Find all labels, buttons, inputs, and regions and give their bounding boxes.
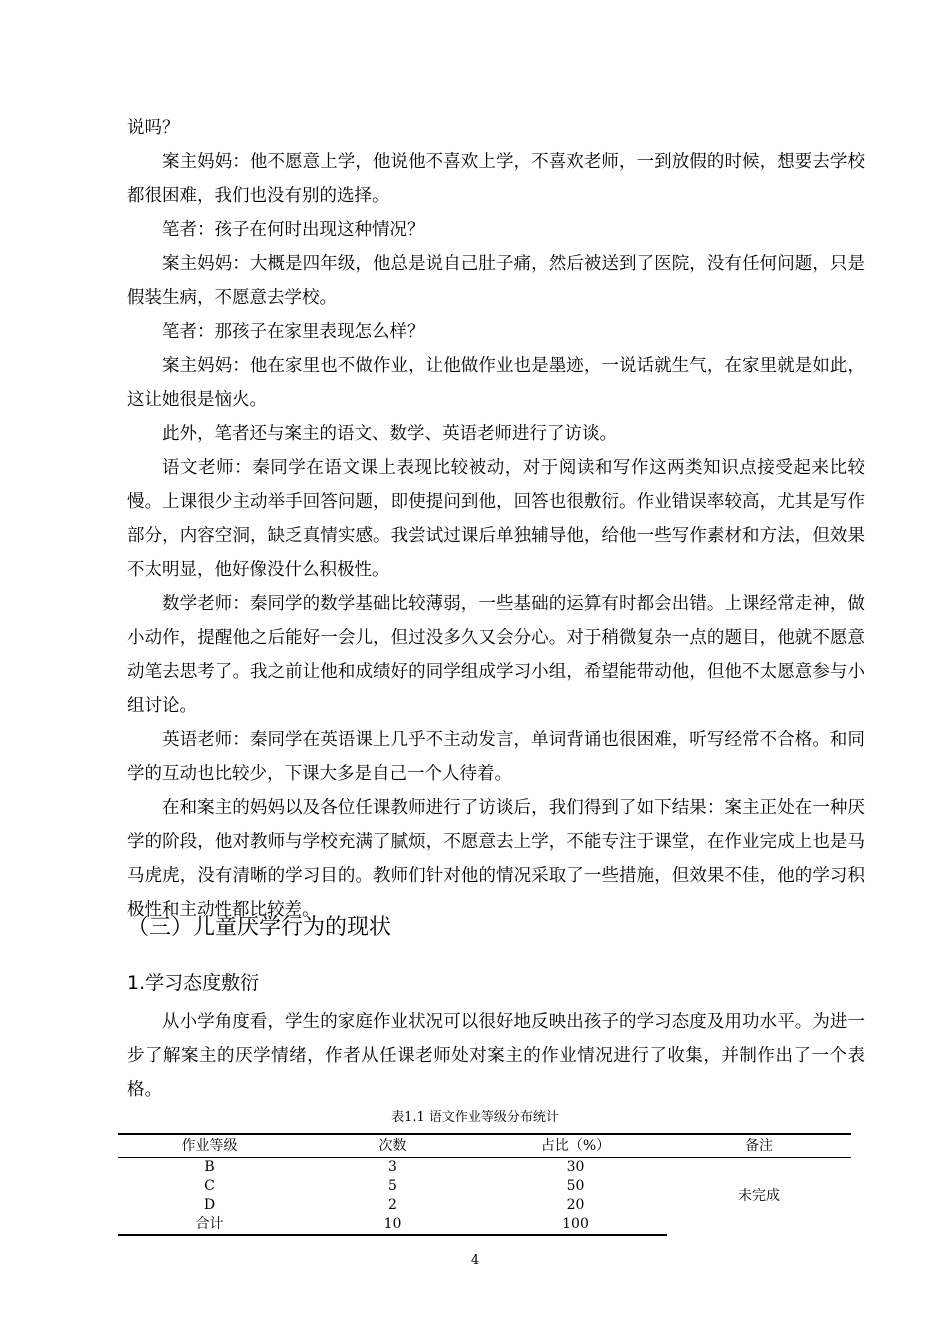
table-header-row: [118, 1134, 851, 1158]
paragraph-5: 笔者：那孩子在家里表现怎么样？: [162, 322, 425, 342]
header-note: 备注: [667, 1134, 851, 1158]
cell-grade: B: [204, 1159, 215, 1175]
cell-ratio: 30: [566, 1159, 585, 1175]
cell-count: 5: [388, 1178, 397, 1194]
paragraph-11: 在和案主的妈妈以及各位任课教师进行了访谈后，我们得到了如下结果：案主正处在一种厌学的阶段，他对教师与学校充满了腻烦，不愿意去上学，不能专注于课堂，在作业完成上也是马马虎虎，没有清晰的学习目的。教师们针对他的情况采取了一些措施，但效果不佳，他的学习积极性和主动性都比较差。: [127, 798, 865, 920]
table-caption: 表1.1 语文作业等级分布统计: [391, 1110, 559, 1125]
cell-grade: 合计: [118, 1215, 301, 1235]
paragraph-9: 数学老师：秦同学的数学基础比较薄弱，一些基础的运算有时都会出错。上课经常走神，做小动作，提醒他之后能好一会儿，但过没多久又会分心。对于稍微复杂一点的题目，他就不愿意动笔去思考了。我之前让他和成绩好的同学组成学习小组，希望能带动他，但他不太愿意参与小组讨论。: [127, 594, 865, 716]
table-row: [118, 1158, 851, 1178]
cell-grade: C: [204, 1178, 215, 1194]
cell-note: 未完成: [738, 1188, 780, 1204]
cell-ratio: 50: [566, 1178, 585, 1194]
paragraph-10: 英语老师：秦同学在英语课上几乎不主动发言，单词背诵也很困难，听写经常不合格。和同学的互动也比较少，下课大多是自己一个人待着。: [127, 730, 865, 784]
paragraph-4: 案主妈妈：大概是四年级，他总是说自己肚子痛，然后被送到了医院，没有任何问题，只是假装生病，不愿意去学校。: [127, 254, 865, 308]
paragraph-7: 此外，笔者还与案主的语文、数学、英语老师进行了访谈。: [162, 424, 617, 444]
paragraph-1: 说吗？: [127, 118, 180, 138]
grade-table: [118, 1133, 851, 1236]
page-number: 4: [470, 1253, 480, 1268]
cell-ratio: 100: [484, 1215, 667, 1235]
paragraph-2: 案主妈妈：他不愿意上学，他说他不喜欢上学，不喜欢老师，一到放假的时候，想要去学校都很困难，我们也没有别的选择。: [127, 152, 865, 206]
cell-count: 10: [301, 1215, 484, 1235]
header-grade: 作业等级: [118, 1134, 301, 1158]
paragraph-3: 笔者：孩子在何时出现这种情况？: [162, 220, 425, 240]
cell-ratio: 20: [566, 1197, 585, 1213]
intro-paragraph: 从小学角度看，学生的家庭作业状况可以很好地反映出孩子的学习态度及用功水平。为进一步了解案主的厌学情绪，作者从任课老师处对案主的作业情况进行了收集，并制作出了一个表格。: [127, 1012, 865, 1100]
header-count: 次数: [301, 1134, 484, 1158]
cell-grade: D: [203, 1197, 216, 1213]
paragraph-6: 案主妈妈：他在家里也不做作业，让他做作业也是墨迹，一说话就生气，在家里就是如此，这让她很是恼火。: [127, 356, 865, 410]
paragraph-8: 语文老师：秦同学在语文课上表现比较被动，对于阅读和写作这两类知识点接受起来比较慢。上课很少主动举手回答问题，即使提问到他，回答也很敷衍。作业错误率较高，尤其是写作部分，内容空洞，缺乏真情实感。我尝试过课后单独辅导他，给他一些写作素材和方法，但效果不太明显，他好像没什么积极性。: [127, 458, 865, 580]
header-ratio: 占比（%）: [484, 1134, 667, 1158]
cell-count: 2: [388, 1197, 397, 1213]
section-heading: （三）儿童厌学行为的现状: [127, 915, 392, 940]
cell-count: 3: [388, 1159, 397, 1175]
subsection-heading: 1.学习态度敷衍: [127, 972, 260, 994]
